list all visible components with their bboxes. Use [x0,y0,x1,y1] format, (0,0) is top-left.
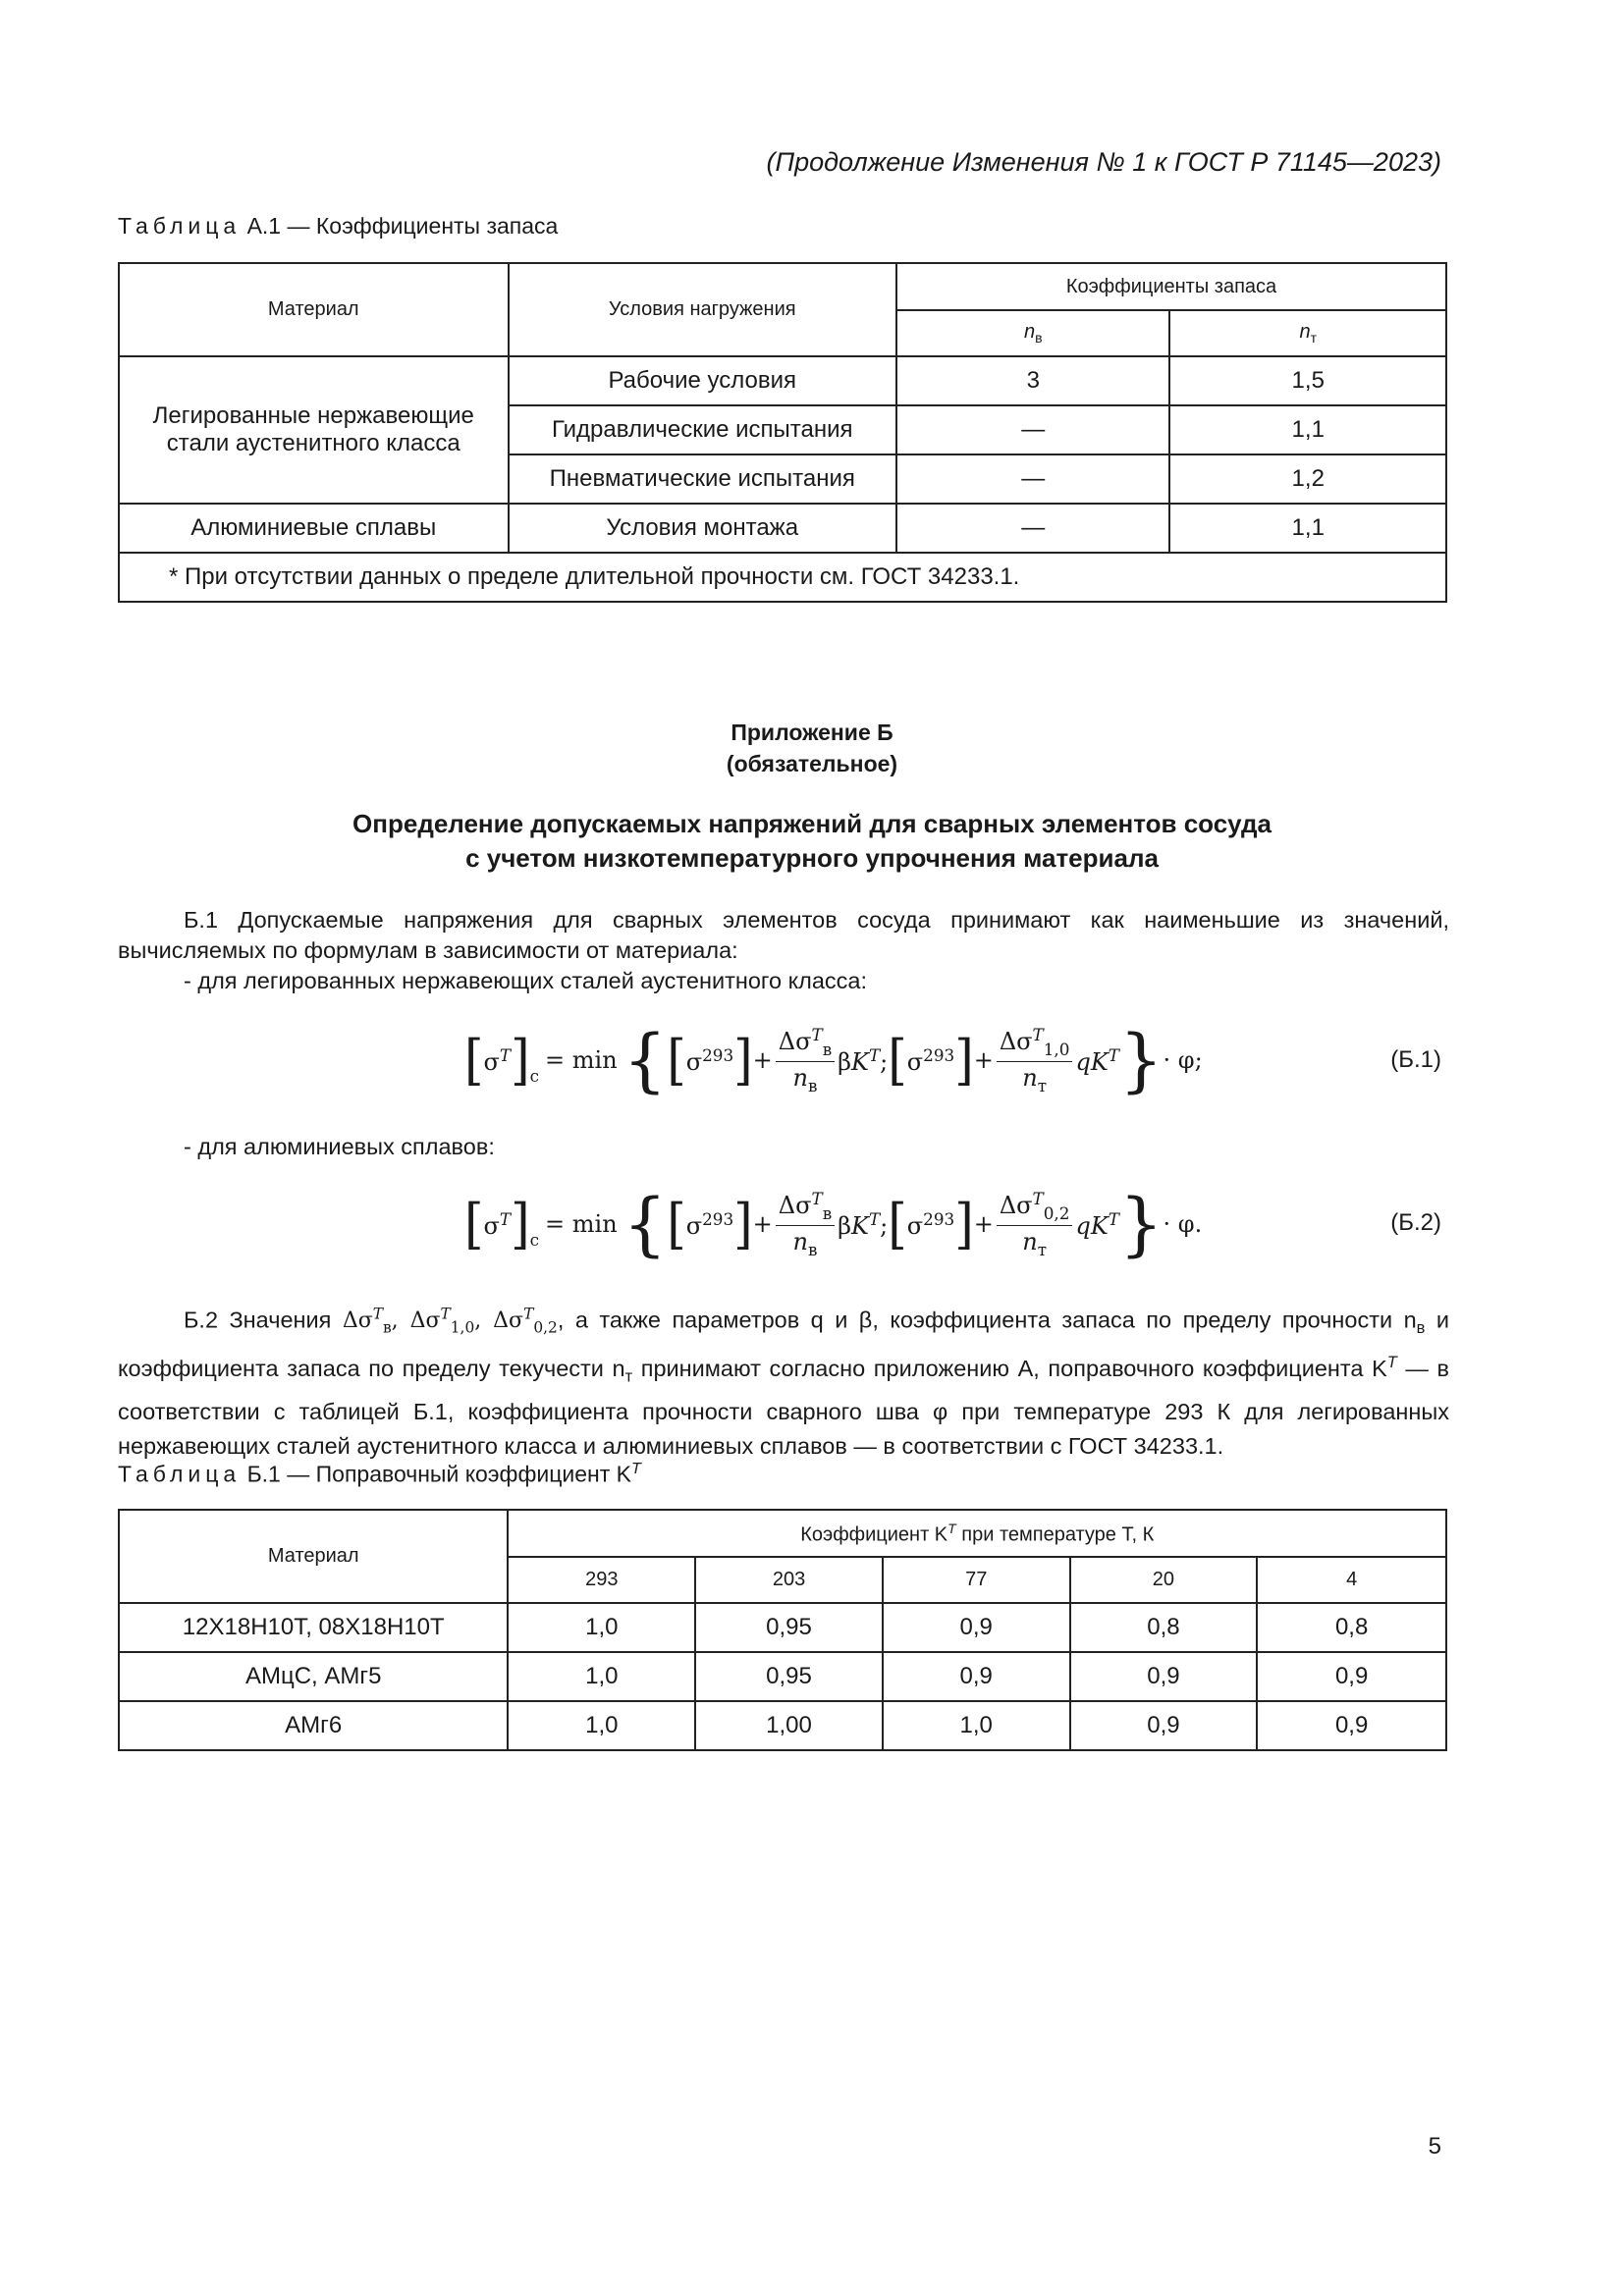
table-a1-cell-material: Алюминиевые сплавы [119,504,509,553]
table-b1-cell-value: 0,9 [1257,1701,1446,1750]
table-b1-cell-value: 1,0 [508,1652,695,1701]
table-b1-header-temp: 203 [695,1557,883,1603]
table-b1-cell-value: 0,8 [1257,1603,1446,1652]
table-a1-footnote: * При отсутствии данных о пределе длительной прочности см. ГОСТ 34233.1. [119,553,1446,602]
table-b1-header-temp: 77 [883,1557,1070,1603]
table-a1-cell-nt: 1,1 [1169,504,1446,553]
appendix-title-line: Приложение Б [731,720,893,745]
table-a1-cell-cond: Пневматические испытания [509,454,897,504]
table-b1-cell-material: 12Х18Н10Т, 08Х18Н10Т [119,1603,508,1652]
appendix-heading-line2: с учетом низкотемпературного упрочнения материала [465,843,1159,873]
table-a1-header-coeffs: Коэффициенты запаса [896,263,1446,310]
table-b1-cell-value: 1,0 [508,1603,695,1652]
table-a1-caption-text: А.1 — Коэффициенты запаса [246,213,559,239]
b2-paragraph: Б.2 Значения $\Delta\sigma^T_в$, $\Delta\sigma^T_{1,0}$, $\Delta\sigma^T_{0,2}$, а также параметров q и β, коэффициента запаса по пределу прочности $n_в$ и коэффициента запаса по пределу текучести $n_т$ принимают согласно приложению А, поправочного коэффициента $K^T$ — в соответствии с таблицей Б.1, коэффициента прочности сварного шва φ при температуре 293 К для легированных нержавеющих сталей аустенитного класса и алюминиевых сплавов — в соответствии с ГОСТ 34233.1. [118,1306,1450,1459]
table-a1-cell-nt: 1,5 [1169,356,1446,405]
table-b1-cell-value: 0,9 [1257,1652,1446,1701]
b1-bullet2: - для алюминиевых сплавов: [184,1134,495,1159]
table-b1-caption-prefix: Таблица [118,1461,242,1487]
header-note: (Продолжение Изменения № 1 к ГОСТ Р 71145—2023) [766,147,1441,177]
table-a1-caption [118,213,558,240]
table-b1-cell-material: АМцС, АМг5 [119,1652,508,1701]
appendix-subtitle: (обязательное) [726,751,898,776]
table-b1-header-temp: 4 [1257,1557,1446,1603]
page-number: 5 [1428,2133,1441,2160]
table-a1-cell-nv: — [896,405,1169,454]
table-b1-header-temp: 20 [1070,1557,1258,1603]
table-b1-cell-value: 0,9 [1070,1652,1258,1701]
formula-b2-number: (Б.2) [1390,1209,1441,1236]
table-b1-header-temp: 293 [508,1557,695,1603]
table-b1-caption-text: Б.1 — Поправочный коэффициент K [246,1461,632,1487]
b1-bullet1: - для легированных нержавеющих сталей аустенитного класса: [184,968,867,993]
table-b1-cell-value: 0,9 [1070,1701,1258,1750]
table-a1-cell-nv: — [896,504,1169,553]
table-a1-header-nv: $n_в$ [896,310,1169,356]
table-b1-cell-value: 0,9 [883,1652,1070,1701]
table-a1-cell-nv: — [896,454,1169,504]
b1-paragraph: Б.1 Допускаемые напряжения для сварных элементов сосуда принимают как наименьшие из значений, вычисляемых по формулам в зависимости от материала: [118,907,1449,963]
table-b1-cell-value: 1,0 [883,1701,1070,1750]
table-b1-cell-value: 0,95 [695,1652,883,1701]
table-a1 [118,262,1447,603]
table-a1-cell-nt: 1,2 [1169,454,1446,504]
table-b1-header-material: Материал [119,1510,508,1603]
table-a1-header-conditions: Условия нагружения [509,263,897,356]
table-a1-caption-prefix: Таблица [118,213,242,239]
table-a1-cell-nt: 1,1 [1169,405,1446,454]
table-a1-cell-cond: Гидравлические испытания [509,405,897,454]
formula-b1-number: (Б.1) [1390,1046,1441,1073]
appendix-heading-line1: Определение допускаемых напряжений для сварных элементов сосуда [352,809,1272,838]
formula-b1: [ $\sigma^T$ ] $_c$ = min { [ $\sigma^{293}$ ] + $\frac{\Delta\sigma^T_в}{n_в}$ $\beta K^T$; [ $\sigma^{293}$ ] + $\frac{\Delta\sigma^T_{1,0}}{n_т}$ $qK^T$ } · φ; [464,1020,1203,1100]
appendix-heading [0,807,1624,876]
table-b1-cell-value: 0,8 [1070,1603,1258,1652]
table-b1 [118,1509,1447,1751]
table-a1-header-material: Материал [119,263,509,356]
formula-b2: [ $\sigma^T$ ] $_c$ = min { [ $\sigma^{293}$ ] + $\frac{\Delta\sigma^T_в}{n_в}$ $\beta K^T$; [ $\sigma^{293}$ ] + $\frac{\Delta\sigma^T_{0,2}}{n_т}$ $qK^T$ } · φ. [464,1184,1203,1264]
table-b1-caption: Таблица Б.1 — Поправочный коэффициент $K^T$ [118,1460,641,1487]
table-a1-cell-cond: Рабочие условия [509,356,897,405]
table-b1-cell-value: 0,9 [883,1603,1070,1652]
table-b1-header-coeff: Коэффициент $K^T$ при температуре T, К [508,1510,1446,1557]
table-b1-cell-value: 1,00 [695,1701,883,1750]
table-b1-cell-material: АМг6 [119,1701,508,1750]
table-b1-cell-value: 1,0 [508,1701,695,1750]
appendix-title [0,717,1624,779]
table-a1-cell-cond: Условия монтажа [509,504,897,553]
table-a1-cell-nv: 3 [896,356,1169,405]
table-a1-group-material: Легированные нержавеющие стали аустенитного класса [119,356,509,504]
table-a1-header-nt: $n_т$ [1169,310,1446,356]
table-b1-cell-value: 0,95 [695,1603,883,1652]
